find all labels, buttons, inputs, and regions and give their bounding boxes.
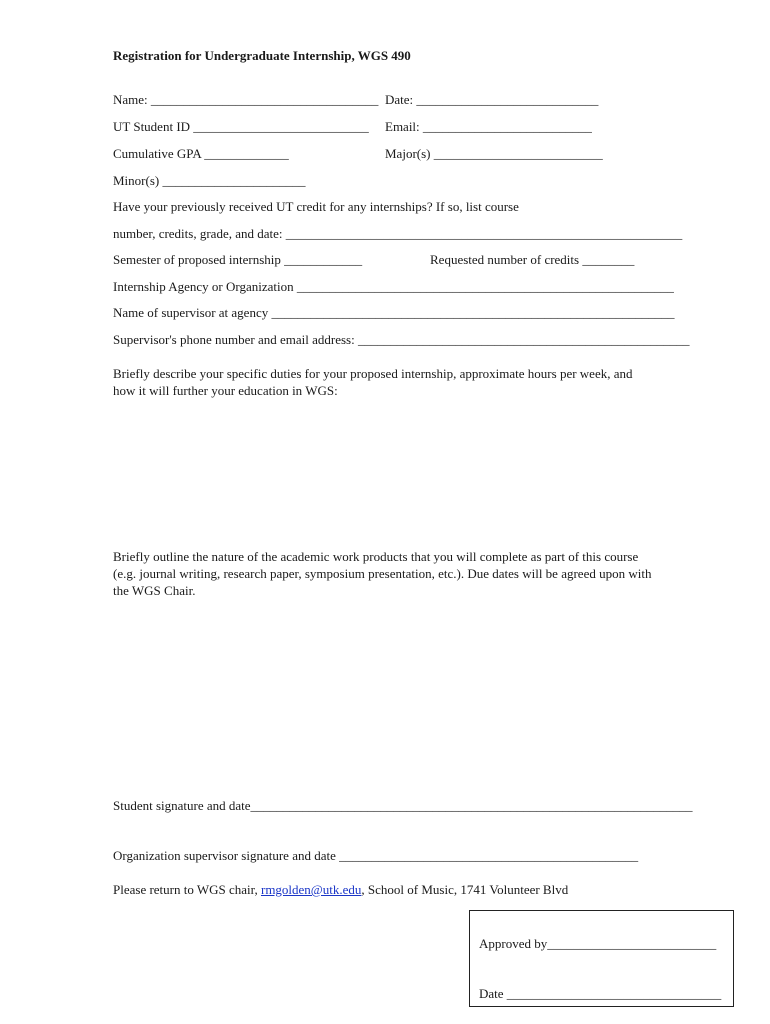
duties-response-area[interactable] — [113, 402, 653, 537]
minors-field[interactable]: Minor(s) ______________________ — [113, 173, 306, 188]
requested-credits-field[interactable]: Requested number of credits ________ — [430, 252, 635, 267]
majors-field[interactable]: Major(s) __________________________ — [385, 146, 603, 161]
approval-date-field[interactable]: Date _________________________________ — [479, 986, 722, 1001]
semester-field[interactable]: Semester of proposed internship ____________ — [113, 252, 363, 267]
return-suffix: , School of Music, 1741 Volunteer Blvd — [361, 882, 569, 897]
org-signature-field[interactable]: Organization supervisor signature and date ______________________________________________ — [113, 848, 639, 863]
work-products-response-area[interactable] — [113, 602, 653, 792]
return-instructions — [113, 882, 568, 898]
gpa-field[interactable]: Cumulative GPA _____________ — [113, 146, 289, 161]
approved-by-field[interactable]: Approved by__________________________ — [479, 936, 717, 951]
name-field[interactable]: Name: ___________________________________ — [113, 92, 379, 107]
approval-box — [469, 910, 734, 1007]
chair-email-link[interactable]: rmgolden@utk.edu — [260, 882, 362, 897]
prior-credit-field[interactable]: number, credits, grade, and date: _____________________________________________________________ — [113, 226, 683, 241]
supervisor-contact-field[interactable]: Supervisor's phone number and email address: ___________________________________________________ — [113, 332, 690, 347]
agency-field[interactable]: Internship Agency or Organization __________________________________________________________ — [113, 279, 674, 294]
duties-prompt: Briefly describe your specific duties for your proposed internship, approximate hours per week, and how it will further your education in WGS: — [113, 366, 633, 398]
email-field[interactable]: Email: __________________________ — [385, 119, 592, 134]
student-id-field[interactable]: UT Student ID ___________________________ — [113, 119, 369, 134]
work-products-prompt: Briefly outline the nature of the academic work products that you will complete as part of this course (e.g. journal writing, research paper, symposium presentation, etc.). Due dates will be agreed upon with the WGS Chair. — [113, 549, 652, 598]
return-prefix: Please return to WGS chair, — [113, 882, 261, 897]
prior-credit-question: Have your previously received UT credit for any internships? If so, list course — [113, 199, 519, 214]
date-field[interactable]: Date: ____________________________ — [385, 92, 599, 107]
student-signature-field[interactable]: Student signature and date____________________________________________________________________ — [113, 798, 693, 813]
supervisor-name-field[interactable]: Name of supervisor at agency ______________________________________________________________ — [113, 305, 675, 320]
form-title: Registration for Undergraduate Internship, WGS 490 — [113, 48, 411, 63]
